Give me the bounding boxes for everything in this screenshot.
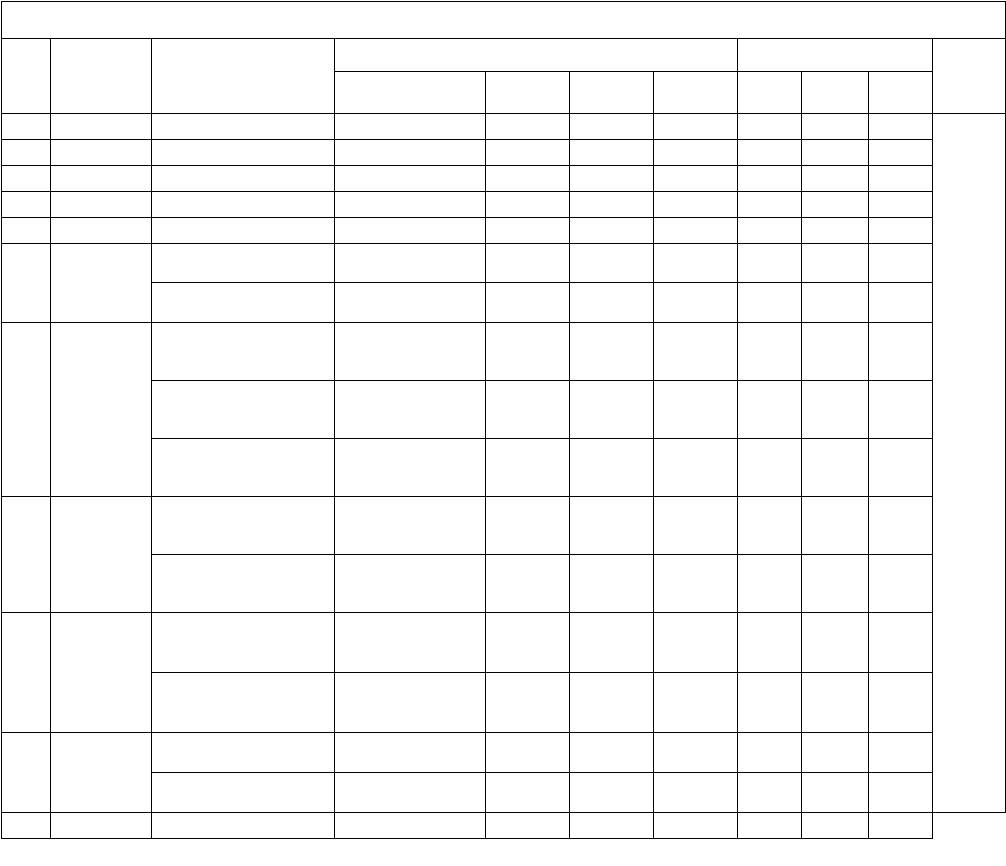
table-row (2, 381, 1006, 439)
price-prev-day (486, 439, 570, 497)
price-prev-month-end (570, 114, 654, 140)
spec-cell (152, 555, 335, 613)
header-change-group (738, 39, 933, 72)
spec-cell (152, 244, 335, 283)
table-row (2, 813, 1006, 839)
product-name-cell (51, 733, 152, 813)
price-prev-month-end (570, 192, 654, 218)
change-vs-prev-year (869, 244, 933, 283)
price-today-cell (335, 283, 486, 323)
price-prev-month-end (570, 244, 654, 283)
header-prev-month-end (570, 72, 654, 114)
price-today-cell (335, 166, 486, 192)
spec-cell (152, 192, 335, 218)
change-vs-prev-day (738, 323, 802, 381)
change-vs-prev-month (802, 218, 869, 244)
price-today-cell (335, 140, 486, 166)
change-vs-prev-month (802, 439, 869, 497)
table-row (2, 673, 1006, 733)
table-row (2, 192, 1006, 218)
change-vs-prev-year (869, 733, 933, 773)
change-vs-prev-day (738, 244, 802, 283)
spec-cell (152, 497, 335, 555)
change-vs-prev-year (869, 114, 933, 140)
price-prev-year-end (654, 813, 738, 839)
change-vs-prev-month (802, 813, 869, 839)
product-name-cell (51, 166, 152, 192)
price-prev-day (486, 283, 570, 323)
product-name-cell (51, 813, 152, 839)
seq-cell (2, 114, 51, 140)
spec-cell (152, 613, 335, 673)
price-prev-day (486, 733, 570, 773)
product-name-cell (51, 140, 152, 166)
change-vs-prev-month (802, 613, 869, 673)
change-vs-prev-month (802, 381, 869, 439)
table-row (2, 497, 1006, 555)
change-vs-prev-day (738, 192, 802, 218)
price-prev-day (486, 673, 570, 733)
price-today-cell (335, 323, 486, 381)
price-prev-month-end (570, 140, 654, 166)
header-fx (933, 39, 1006, 114)
change-vs-prev-day (738, 439, 802, 497)
product-name-cell (51, 114, 152, 140)
price-prev-day (486, 555, 570, 613)
product-name-cell (51, 323, 152, 497)
price-table (1, 1, 1006, 839)
price-prev-month-end (570, 439, 654, 497)
change-vs-prev-year (869, 813, 933, 839)
price-prev-month-end (570, 497, 654, 555)
spec-cell (152, 813, 335, 839)
change-vs-prev-day (738, 733, 802, 773)
change-vs-prev-day (738, 813, 802, 839)
change-vs-prev-day (738, 673, 802, 733)
header-name (51, 39, 152, 114)
spec-cell (152, 166, 335, 192)
seq-cell (2, 613, 51, 733)
change-vs-prev-year (869, 613, 933, 673)
change-vs-prev-month (802, 192, 869, 218)
price-prev-day (486, 114, 570, 140)
price-prev-day (486, 773, 570, 813)
change-vs-prev-day (738, 114, 802, 140)
table-row (2, 166, 1006, 192)
change-vs-prev-year (869, 773, 933, 813)
fx-rate-cell (933, 114, 1006, 813)
spec-cell (152, 733, 335, 773)
spec-cell (152, 323, 335, 381)
price-prev-year-end (654, 114, 738, 140)
table-row (2, 613, 1006, 673)
change-vs-prev-day (738, 166, 802, 192)
price-today-cell (335, 381, 486, 439)
table-row (2, 439, 1006, 497)
change-vs-prev-month (802, 733, 869, 773)
price-prev-day (486, 813, 570, 839)
price-prev-month-end (570, 323, 654, 381)
price-today-cell (335, 192, 486, 218)
change-vs-prev-year (869, 381, 933, 439)
change-vs-prev-day (738, 283, 802, 323)
change-vs-prev-year (869, 140, 933, 166)
price-prev-year-end (654, 497, 738, 555)
table-row (2, 140, 1006, 166)
price-today-cell (335, 439, 486, 497)
price-prev-day (486, 613, 570, 673)
seq-cell (2, 497, 51, 613)
price-prev-month-end (570, 166, 654, 192)
product-name-cell (51, 497, 152, 613)
price-prev-day (486, 218, 570, 244)
header-today (335, 72, 486, 114)
price-today-cell (335, 733, 486, 773)
table-row (2, 733, 1006, 773)
price-prev-day (486, 323, 570, 381)
price-prev-day (486, 192, 570, 218)
price-prev-month-end (570, 555, 654, 613)
header-vs-prev-day (738, 72, 802, 114)
price-prev-year-end (654, 218, 738, 244)
header-prev-day (486, 72, 570, 114)
price-prev-year-end (654, 773, 738, 813)
price-prev-year-end (654, 244, 738, 283)
seq-cell (2, 140, 51, 166)
seq-cell (2, 166, 51, 192)
change-vs-prev-day (738, 773, 802, 813)
price-prev-month-end (570, 218, 654, 244)
price-prev-year-end (654, 733, 738, 773)
price-prev-year-end (654, 140, 738, 166)
change-vs-prev-year (869, 283, 933, 323)
product-name-cell (51, 192, 152, 218)
table-row (2, 218, 1006, 244)
price-prev-day (486, 140, 570, 166)
change-vs-prev-month (802, 140, 869, 166)
change-vs-prev-day (738, 555, 802, 613)
change-vs-prev-year (869, 439, 933, 497)
price-prev-year-end (654, 166, 738, 192)
price-prev-year-end (654, 613, 738, 673)
price-prev-year-end (654, 323, 738, 381)
table-row (2, 244, 1006, 283)
price-prev-year-end (654, 192, 738, 218)
change-vs-prev-year (869, 192, 933, 218)
price-prev-year-end (654, 555, 738, 613)
price-today-cell (335, 773, 486, 813)
spec-cell (152, 439, 335, 497)
spec-cell (152, 283, 335, 323)
change-vs-prev-day (738, 613, 802, 673)
table-row (2, 555, 1006, 613)
change-vs-prev-year (869, 555, 933, 613)
price-today-cell (335, 813, 486, 839)
change-vs-prev-month (802, 673, 869, 733)
product-name-cell (51, 244, 152, 323)
price-today-cell (335, 218, 486, 244)
header-price-group (335, 39, 738, 72)
product-name-cell (51, 218, 152, 244)
seq-cell (2, 323, 51, 497)
price-prev-day (486, 381, 570, 439)
spec-cell (152, 218, 335, 244)
price-prev-month-end (570, 673, 654, 733)
header-vs-prev-year (869, 72, 933, 114)
price-today-cell (335, 497, 486, 555)
change-vs-prev-month (802, 497, 869, 555)
change-vs-prev-year (869, 497, 933, 555)
header-seq (2, 39, 51, 114)
price-today-cell (335, 114, 486, 140)
seq-cell (2, 244, 51, 323)
change-vs-prev-day (738, 140, 802, 166)
price-prev-month-end (570, 733, 654, 773)
seq-cell (2, 192, 51, 218)
table-row (2, 323, 1006, 381)
price-prev-month-end (570, 613, 654, 673)
product-name-cell (51, 613, 152, 733)
spec-cell (152, 114, 335, 140)
price-prev-year-end (654, 283, 738, 323)
change-vs-prev-year (869, 673, 933, 733)
change-vs-prev-day (738, 497, 802, 555)
price-prev-year-end (654, 381, 738, 439)
table-row (2, 114, 1006, 140)
seq-cell (2, 218, 51, 244)
header-vs-prev-month (802, 72, 869, 114)
price-prev-year-end (654, 673, 738, 733)
change-vs-prev-year (869, 323, 933, 381)
seq-cell (2, 733, 51, 813)
change-vs-prev-month (802, 773, 869, 813)
price-prev-year-end (654, 439, 738, 497)
change-vs-prev-month (802, 283, 869, 323)
change-vs-prev-month (802, 555, 869, 613)
price-today-cell (335, 244, 486, 283)
seq-cell (2, 813, 51, 839)
price-prev-month-end (570, 813, 654, 839)
price-today-cell (335, 613, 486, 673)
spec-cell (152, 673, 335, 733)
header-prev-year-end (654, 72, 738, 114)
change-vs-prev-year (869, 166, 933, 192)
table-row (2, 773, 1006, 813)
table-row (2, 283, 1006, 323)
change-vs-prev-month (802, 166, 869, 192)
price-prev-month-end (570, 283, 654, 323)
change-vs-prev-month (802, 323, 869, 381)
change-vs-prev-day (738, 218, 802, 244)
header-spec (152, 39, 335, 114)
change-vs-prev-year (869, 218, 933, 244)
spec-cell (152, 773, 335, 813)
spec-cell (152, 381, 335, 439)
price-prev-month-end (570, 381, 654, 439)
spec-cell (152, 140, 335, 166)
price-prev-day (486, 497, 570, 555)
sheet-title (2, 2, 1006, 39)
price-prev-day (486, 244, 570, 283)
change-vs-prev-day (738, 381, 802, 439)
change-vs-prev-month (802, 244, 869, 283)
price-today-cell (335, 555, 486, 613)
price-today-cell (335, 673, 486, 733)
price-prev-day (486, 166, 570, 192)
change-vs-prev-month (802, 114, 869, 140)
price-prev-month-end (570, 773, 654, 813)
